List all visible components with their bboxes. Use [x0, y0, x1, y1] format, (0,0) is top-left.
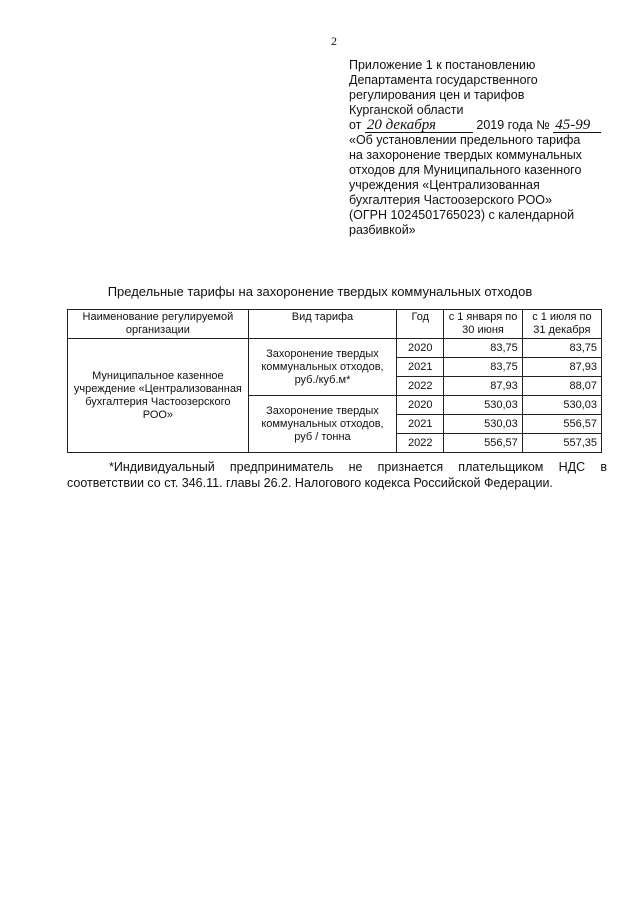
header-tariff-kind: Вид тарифа [248, 310, 396, 339]
page-number: 2 [331, 34, 337, 48]
year-cell: 2022 [397, 377, 444, 396]
appendix-title-line: разбивкой» [349, 223, 416, 237]
value-cell: 83,75 [522, 339, 601, 358]
appendix-title-line: бухгалтерия Частоозерского РОО» [349, 193, 552, 207]
year-cell: 2021 [397, 415, 444, 434]
value-cell: 87,93 [522, 358, 601, 377]
appendix-line: регулирования цен и тарифов [349, 88, 525, 102]
appendix-line: Департамента государственного [349, 73, 538, 87]
value-cell: 556,57 [444, 434, 522, 453]
value-cell: 88,07 [522, 377, 601, 396]
value-cell: 87,93 [444, 377, 522, 396]
table-row [68, 339, 602, 358]
appendix-title-line: «Об установлении предельного тарифа [349, 133, 581, 147]
appendix-date-line [349, 118, 619, 133]
header-second-half: с 1 июля по 31 декабря [522, 310, 601, 339]
footnote: *Индивидуальный предприниматель не признается плательщиком НДС в соответствии со ст. 346.11. главы 26.2. Налогового кодекса Российской Федерации. [67, 460, 607, 490]
header-first-half: с 1 января по 30 июня [444, 310, 522, 339]
tariff-kind-cell: Захоронение твердых коммунальных отходов, руб / тонна [248, 396, 396, 453]
date-prefix: от [349, 118, 362, 132]
header-organization: Наименование регулируемой организации [68, 310, 249, 339]
handwritten-date: 20 декабря [365, 119, 473, 133]
value-cell: 556,57 [522, 415, 601, 434]
appendix-title-line: учреждения «Централизованная [349, 178, 540, 192]
organization-cell: Муниципальное казенное учреждение «Централизованная бухгалтерия Частоозерского РОО» [68, 339, 249, 453]
value-cell: 83,75 [444, 339, 522, 358]
appendix-line: Курганской области [349, 103, 464, 117]
tariffs-table [67, 309, 602, 453]
value-cell: 557,35 [522, 434, 601, 453]
appendix-line: Приложение 1 к постановлению [349, 58, 536, 72]
appendix-block [349, 58, 619, 238]
year-cell: 2021 [397, 358, 444, 377]
header-year: Год [397, 310, 444, 339]
appendix-title-line: отходов для Муниципального казенного [349, 163, 582, 177]
tariff-kind-cell: Захоронение твердых коммунальных отходов, руб./куб.м* [248, 339, 396, 396]
appendix-title-line: (ОГРН 1024501765023) с календарной [349, 208, 575, 222]
appendix-title-line: на захоронение твердых коммунальных [349, 148, 582, 162]
year-cell: 2020 [397, 396, 444, 415]
value-cell: 530,03 [522, 396, 601, 415]
table-header-row [68, 310, 602, 339]
handwritten-number: 45-99 [553, 119, 601, 133]
table-title: Предельные тарифы на захоронение твердых коммунальных отходов [107, 284, 533, 299]
value-cell: 530,03 [444, 415, 522, 434]
date-year: 2019 года № [476, 118, 550, 132]
value-cell: 83,75 [444, 358, 522, 377]
value-cell: 530,03 [444, 396, 522, 415]
year-cell: 2020 [397, 339, 444, 358]
year-cell: 2022 [397, 434, 444, 453]
